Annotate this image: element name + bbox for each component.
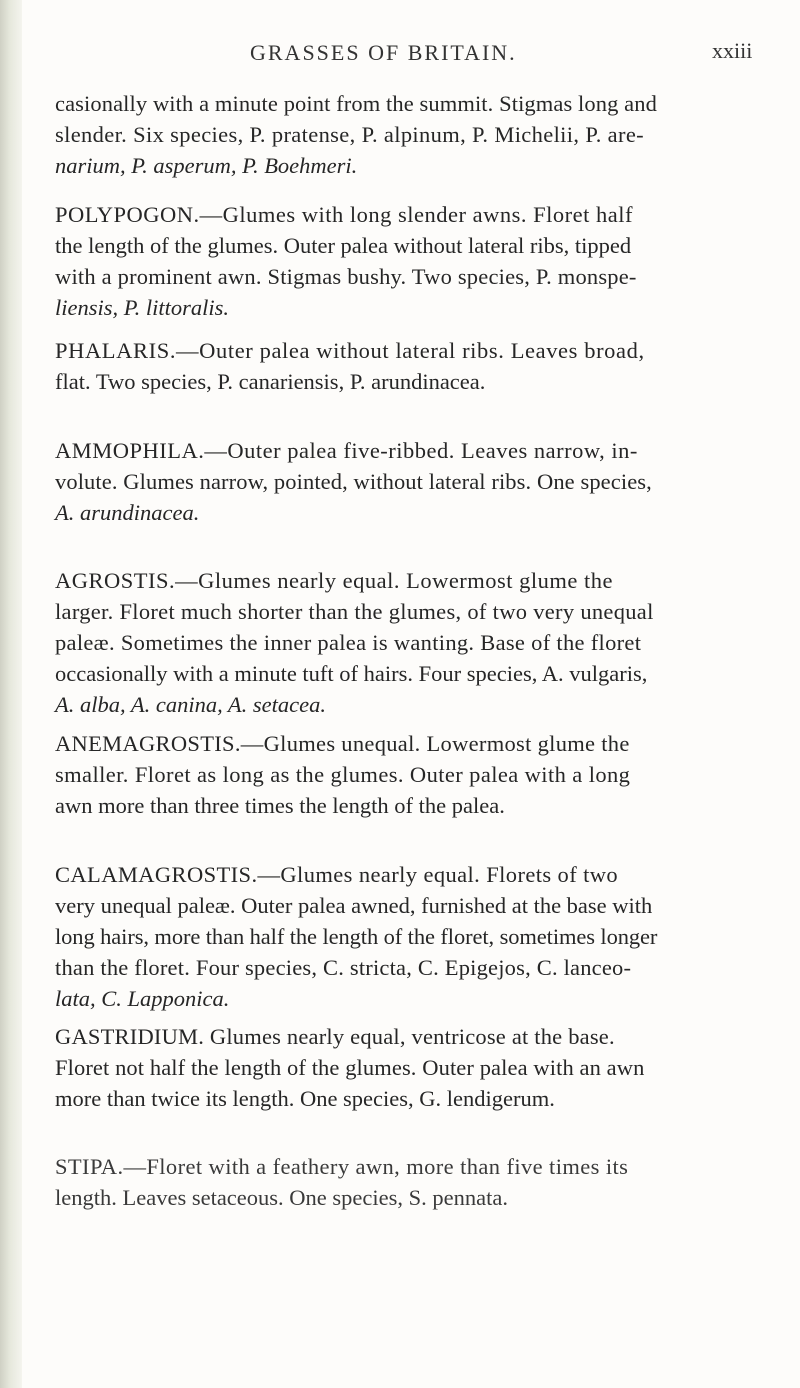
text-line: very unequal paleæ. Outer palea awned, furnished at the base with (55, 893, 653, 918)
text-line: A. alba, A. canina, A. setacea. (55, 692, 326, 717)
text-line: STIPA.—Floret with a feathery awn, more than five times its (55, 1154, 629, 1179)
text-line: POLYPOGON.—Glumes with long slender awns. Floret half (55, 202, 633, 227)
text-line: GASTRIDIUM. Glumes nearly equal, ventricose at the base. (55, 1024, 615, 1049)
text-line: paleæ. Sometimes the inner palea is wanting. Base of the floret (55, 630, 642, 655)
text-line: occasionally with a minute tuft of hairs. Four species, A. vulgaris, (55, 661, 648, 686)
page-number: xxiii (712, 38, 753, 63)
text-line: Floret not half the length of the glumes. Outer palea with an awn (55, 1055, 645, 1080)
paragraph-continuation (55, 88, 755, 181)
entry-agrostis (55, 565, 755, 720)
text-line: volute. Glumes narrow, pointed, without lateral ribs. One species, (55, 469, 652, 494)
text-line: AMMOPHILA.—Outer palea five-ribbed. Leaves narrow, in- (55, 438, 638, 463)
text-line: with a prominent awn. Stigmas bushy. Two species, P. monspe- (55, 264, 637, 289)
entry-gastridium (55, 1021, 755, 1114)
text-line: AGROSTIS.—Glumes nearly equal. Lowermost glume the (55, 568, 614, 593)
text-line: long hairs, more than half the length of the floret, sometimes longer (55, 924, 658, 949)
text-line: PHALARIS.—Outer palea without lateral ribs. Leaves broad, (55, 338, 645, 363)
text-line: liensis, P. littoralis. (55, 295, 229, 320)
text-line: ANEMAGROSTIS.—Glumes unequal. Lowermost glume the (55, 731, 630, 756)
page-binding-edge (0, 0, 22, 1388)
text-line: than the floret. Four species, C. stricta, C. Epigejos, C. lanceo- (55, 955, 632, 980)
text-line: larger. Floret much shorter than the glumes, of two very unequal (55, 599, 654, 624)
text-line: more than twice its length. One species, G. lendigerum. (55, 1086, 555, 1111)
text-line: A. arundinacea. (55, 500, 200, 525)
text-line: lata, C. Lapponica. (55, 986, 230, 1011)
text-line: smaller. Floret as long as the glumes. Outer palea with a long (55, 762, 631, 787)
entry-polypogon (55, 199, 755, 323)
entry-ammophila (55, 435, 755, 528)
text-line: awn more than three times the length of the palea. (55, 793, 505, 818)
entry-phalaris (55, 335, 755, 397)
entry-calamagrostis (55, 859, 755, 1014)
text-line: casionally with a minute point from the summit. Stigmas long and (55, 91, 657, 116)
text-line: the length of the glumes. Outer palea without lateral ribs, tipped (55, 233, 632, 258)
text-line: slender. Six species, P. pratense, P. alpinum, P. Michelii, P. are- (55, 122, 645, 147)
entry-anemagrostis (55, 728, 755, 821)
text-line: CALAMAGROSTIS.—Glumes nearly equal. Florets of two (55, 862, 619, 887)
text-line: flat. Two species, P. canariensis, P. arundinacea. (55, 369, 486, 394)
text-line: length. Leaves setaceous. One species, S. pennata. (55, 1185, 508, 1210)
running-title: GRASSES OF BRITAIN. (250, 40, 517, 65)
text-line: narium, P. asperum, P. Boehmeri. (55, 153, 358, 178)
entry-stipa (55, 1151, 755, 1213)
